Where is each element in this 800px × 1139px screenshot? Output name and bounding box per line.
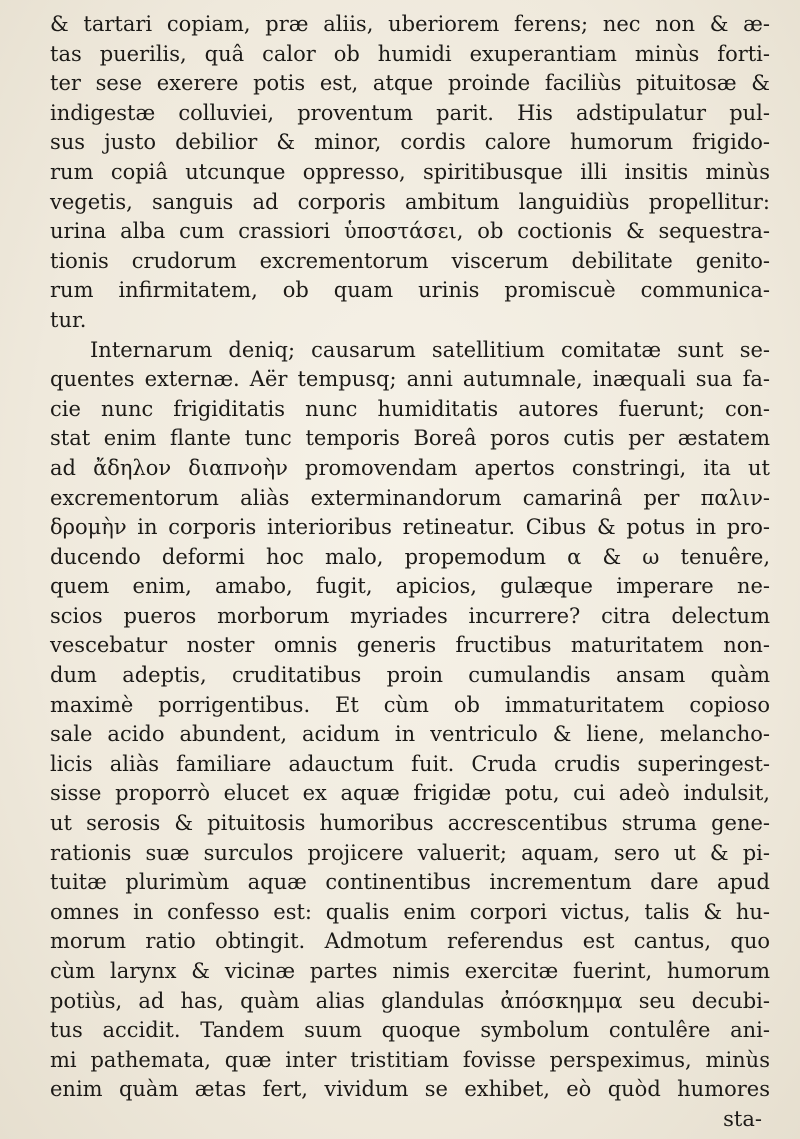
text-line: & tartari copiam, præ aliis, uberiorem ferens; nec non & æ- (50, 12, 770, 36)
text-line: ad ἄδηλον διαπνοὴν promovendam apertos constringi, ita ut (50, 455, 770, 480)
text-line: sale acido abundent, acidum in ventriculo & liene, melancho- (50, 722, 770, 747)
text-line: tas puerilis, quâ calor ob humidi exuperantiam minùs forti- (50, 41, 770, 66)
text-line: maximè porrigentibus. Et cùm ob immaturitatem copioso (50, 692, 770, 717)
text-line: indigestæ colluviei, proventum parit. His adstipulatur pul- (50, 100, 770, 125)
text-line: rum copiâ utcunque oppresso, spiritibusque illi insitis minùs (50, 159, 770, 184)
text-line: tuitæ plurimùm aquæ continentibus incrementum dare apud (50, 870, 770, 895)
text-line: dum adeptis, cruditatibus proin cumulandis ansam quàm (50, 663, 770, 688)
text-line: cie nunc frigiditatis nunc humiditatis autores fuerunt; con- (50, 396, 770, 421)
text-line: tur. (50, 307, 87, 332)
text-line: tus accidit. Tandem suum quoque symbolum contulêre ani- (50, 1018, 770, 1043)
latin-text-body (50, 10, 770, 1105)
text-line: Internarum deniq; causarum satellitium comitatæ sunt se- (90, 337, 770, 362)
text-line: potiùs, ad has, quàm alias glandulas ἀπόσκημμα seu decubi- (50, 988, 770, 1013)
text-line: sisse proporrò elucet ex aquæ frigidæ potu, cui adeò indulsit, (50, 781, 770, 806)
text-line: tionis crudorum excrementorum viscerum debilitate genito- (50, 248, 770, 273)
text-line: rationis suæ surculos projicere valuerit; aquam, sero ut & pi- (50, 840, 770, 865)
text-line: cùm larynx & vicinæ partes nimis exercitæ fuerint, humorum (50, 959, 770, 983)
text-line: vegetis, sanguis ad corporis ambitum languidiùs propellitur: (50, 189, 770, 214)
text-line: omnes in confesso est: qualis enim corpori victus, talis & hu- (50, 899, 770, 924)
text-line: licis aliàs familiare adauctum fuit. Cruda crudis superingest- (50, 751, 770, 776)
text-line: stat enim flante tunc temporis Boreâ poros cutis per æstatem (50, 426, 770, 451)
text-line: enim quàm ætas fert, vividum se exhibet, eò quòd humores (50, 1077, 770, 1102)
text-line: rum infirmitatem, ob quam urinis promiscuè communica- (50, 278, 770, 303)
catchword: sta- (723, 1107, 762, 1131)
text-line: excrementorum aliàs exterminandorum camarinâ per παλιν- (50, 485, 770, 510)
text-line: morum ratio obtingit. Admotum referendus est cantus, quo (50, 929, 770, 954)
text-line: ducendo deformi hoc malo, propemodum α & ω tenuêre, (50, 544, 770, 569)
text-line: quem enim, amabo, fugit, apicios, gulæque imperare ne- (50, 574, 770, 599)
text-line: ter sese exerere potis est, atque proinde faciliùs pituitosæ & (50, 71, 770, 96)
text-line: urina alba cum crassiori ὑποστάσει, ob coctionis & sequestra- (50, 219, 770, 244)
text-line: δρομὴν in corporis interioribus retineatur. Cibus & potus in pro- (50, 515, 770, 540)
text-line: sus justo debilior & minor, cordis calore humorum frigido- (50, 130, 770, 155)
text-line: quentes externæ. Aër tempusq; anni autumnale, inæquali sua fa- (50, 367, 770, 392)
text-line: scios pueros morborum myriades incurrere? citra delectum (50, 603, 770, 628)
text-line: vescebatur noster omnis generis fructibus maturitatem non- (50, 633, 770, 658)
text-line: ut serosis & pituitosis humoribus accrescentibus struma gene- (50, 811, 770, 836)
text-line: mi pathemata, quæ inter tristitiam fovisse perspeximus, minùs (50, 1047, 770, 1072)
